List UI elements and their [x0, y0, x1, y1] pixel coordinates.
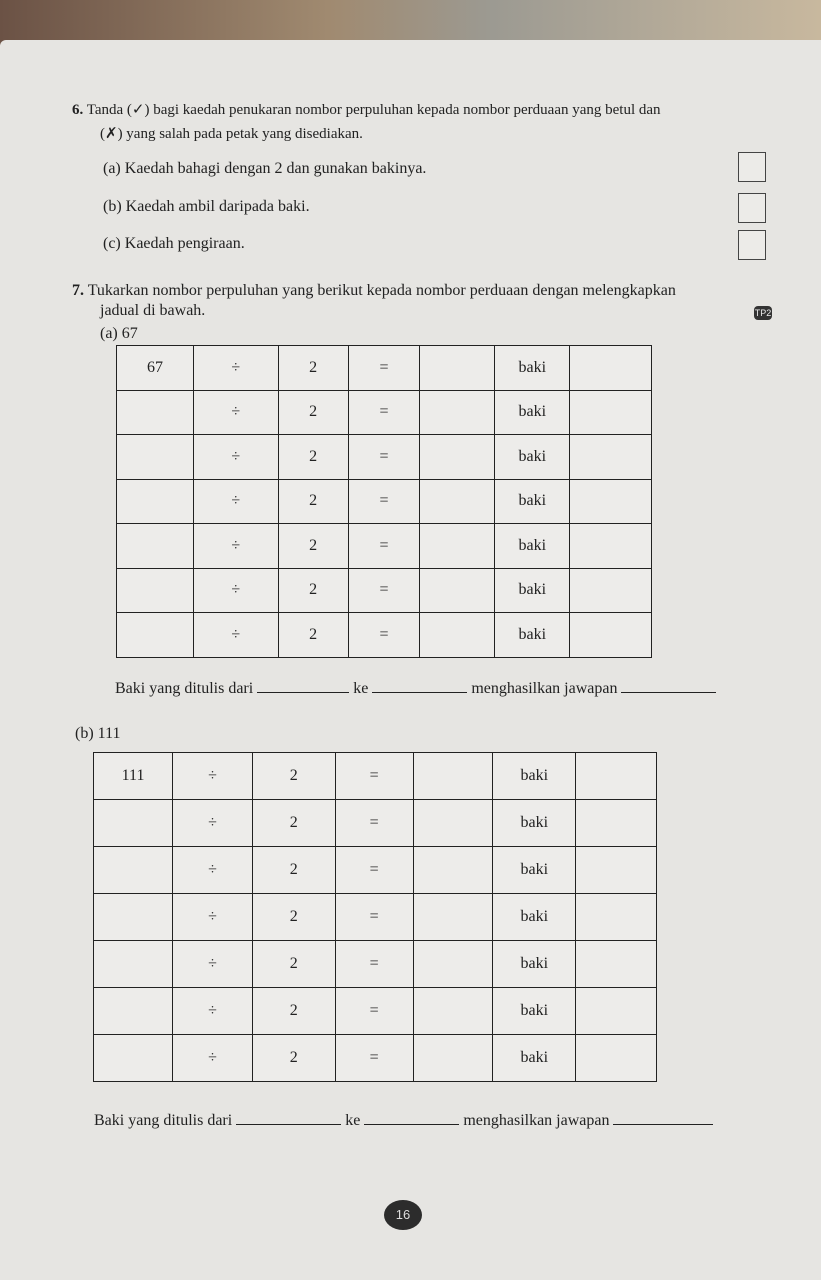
- table-row: [117, 568, 652, 613]
- remainder-label: baki: [495, 346, 570, 391]
- divisor: 2: [252, 894, 335, 941]
- remainder-cell[interactable]: [570, 568, 652, 613]
- table-row: [117, 524, 652, 569]
- quotient-cell[interactable]: [94, 800, 173, 847]
- q7-line1: [72, 282, 676, 300]
- q6-option-b: (b) Kaedah ambil daripada baki.: [103, 198, 310, 215]
- divisor: 2: [252, 941, 335, 988]
- result-cell[interactable]: [413, 800, 493, 847]
- start-number: 67: [117, 346, 194, 391]
- result-cell[interactable]: [420, 479, 495, 524]
- divide-sign: ÷: [173, 988, 253, 1035]
- table-row: [117, 613, 652, 658]
- tp-badge: TP2: [754, 308, 772, 318]
- quotient-cell[interactable]: [117, 568, 194, 613]
- remainder-label: baki: [495, 613, 570, 658]
- table-row: [94, 988, 657, 1035]
- remainder-cell[interactable]: [570, 613, 652, 658]
- divisor: 2: [252, 753, 335, 800]
- equals-sign: =: [335, 941, 413, 988]
- remainder-cell[interactable]: [570, 435, 652, 480]
- remainder-cell[interactable]: [576, 941, 657, 988]
- remainder-cell[interactable]: [576, 894, 657, 941]
- q6-line1: [72, 100, 661, 119]
- divisor: 2: [278, 435, 348, 480]
- remainder-label: baki: [495, 435, 570, 480]
- equals-sign: =: [335, 847, 413, 894]
- equals-sign: =: [348, 390, 420, 435]
- equals-sign: =: [335, 894, 413, 941]
- part-b-label: (b) 111: [75, 725, 121, 742]
- remainder-label: baki: [493, 847, 576, 894]
- remainder-cell[interactable]: [570, 524, 652, 569]
- remainder-label: baki: [493, 753, 576, 800]
- quotient-cell[interactable]: [94, 941, 173, 988]
- equals-sign: =: [348, 479, 420, 524]
- table-row: [117, 346, 652, 391]
- table-row: [94, 800, 657, 847]
- divide-sign: ÷: [173, 941, 253, 988]
- equals-sign: =: [348, 435, 420, 480]
- remainder-label: baki: [493, 988, 576, 1035]
- equals-sign: =: [348, 524, 420, 569]
- quotient-cell[interactable]: [117, 524, 194, 569]
- remainder-cell[interactable]: [576, 988, 657, 1035]
- result-cell[interactable]: [413, 847, 493, 894]
- result-cell[interactable]: [420, 613, 495, 658]
- blank-to[interactable]: [364, 1124, 459, 1125]
- quotient-cell[interactable]: [117, 613, 194, 658]
- answer-box-a[interactable]: [738, 152, 766, 182]
- equals-sign: =: [348, 568, 420, 613]
- sentence-text: ke: [345, 1112, 361, 1129]
- start-number: 111: [94, 753, 173, 800]
- remainder-cell[interactable]: [576, 753, 657, 800]
- sentence-a: [115, 680, 720, 698]
- quotient-cell[interactable]: [117, 435, 194, 480]
- equals-sign: =: [335, 753, 413, 800]
- blank-answer[interactable]: [621, 692, 716, 693]
- divisor: 2: [278, 479, 348, 524]
- q6-text: Tanda (✓) bagi kaedah penukaran nombor perpuluhan kepada nombor perduaan yang betul dan: [86, 102, 661, 118]
- result-cell[interactable]: [413, 988, 493, 1035]
- remainder-label: baki: [493, 941, 576, 988]
- divide-sign: ÷: [193, 435, 278, 480]
- result-cell[interactable]: [413, 894, 493, 941]
- answer-box-c[interactable]: [738, 230, 766, 260]
- q6-option-c: (c) Kaedah pengiraan.: [103, 235, 245, 252]
- divide-sign: ÷: [193, 613, 278, 658]
- remainder-label: baki: [493, 894, 576, 941]
- divide-sign: ÷: [173, 847, 253, 894]
- divide-sign: ÷: [193, 390, 278, 435]
- remainder-cell[interactable]: [570, 346, 652, 391]
- remainder-label: baki: [495, 524, 570, 569]
- result-cell[interactable]: [413, 1035, 493, 1082]
- table-row: [94, 753, 657, 800]
- quotient-cell[interactable]: [94, 894, 173, 941]
- divisor: 2: [278, 346, 348, 391]
- divisor: 2: [278, 390, 348, 435]
- table-row: [94, 847, 657, 894]
- divisor: 2: [252, 800, 335, 847]
- divide-sign: ÷: [173, 800, 253, 847]
- quotient-cell[interactable]: [94, 847, 173, 894]
- page-number: 16: [384, 1200, 422, 1230]
- divisor: 2: [252, 988, 335, 1035]
- blank-from[interactable]: [257, 692, 349, 693]
- result-cell[interactable]: [420, 390, 495, 435]
- result-cell[interactable]: [420, 524, 495, 569]
- remainder-cell[interactable]: [570, 390, 652, 435]
- table-row: [94, 894, 657, 941]
- remainder-label: baki: [493, 1035, 576, 1082]
- table-row: [94, 941, 657, 988]
- result-cell[interactable]: [420, 435, 495, 480]
- blank-answer[interactable]: [613, 1124, 713, 1125]
- q7-line2: jadual di bawah.: [100, 302, 206, 319]
- blank-to[interactable]: [372, 692, 467, 693]
- divisor: 2: [278, 613, 348, 658]
- equals-sign: =: [335, 1035, 413, 1082]
- quotient-cell[interactable]: [94, 1035, 173, 1082]
- q7-text: Tukarkan nombor perpuluhan yang berikut kepada nombor perduaan dengan melengkapkan: [87, 282, 676, 299]
- part-a-label: (a) 67: [100, 325, 138, 342]
- quotient-cell[interactable]: [94, 988, 173, 1035]
- sentence-text: menghasilkan jawapan: [471, 680, 618, 697]
- result-cell[interactable]: [413, 941, 493, 988]
- result-cell[interactable]: [420, 346, 495, 391]
- divide-sign: ÷: [173, 894, 253, 941]
- remainder-cell[interactable]: [576, 847, 657, 894]
- divide-sign: ÷: [173, 753, 253, 800]
- table-row: [94, 1035, 657, 1082]
- remainder-cell[interactable]: [576, 1035, 657, 1082]
- answer-box-b[interactable]: [738, 193, 766, 223]
- q6-number: 6.: [72, 102, 84, 118]
- table-row: [117, 390, 652, 435]
- divisor: 2: [278, 524, 348, 569]
- result-cell[interactable]: [413, 753, 493, 800]
- divide-sign: ÷: [193, 479, 278, 524]
- quotient-cell[interactable]: [117, 390, 194, 435]
- equals-sign: =: [335, 800, 413, 847]
- divide-sign: ÷: [193, 568, 278, 613]
- sentence-text: menghasilkan jawapan: [463, 1112, 610, 1129]
- textbook-page: [0, 40, 821, 1280]
- divide-sign: ÷: [193, 346, 278, 391]
- result-cell[interactable]: [420, 568, 495, 613]
- division-table-a: [116, 345, 652, 658]
- remainder-cell[interactable]: [570, 479, 652, 524]
- q7-number: 7.: [72, 282, 84, 299]
- divisor: 2: [278, 568, 348, 613]
- blank-from[interactable]: [236, 1124, 341, 1125]
- sentence-text: Baki yang ditulis dari: [115, 680, 254, 697]
- table-row: [117, 479, 652, 524]
- q6-line2: (✗) yang salah pada petak yang disediakan.: [100, 126, 363, 142]
- divisor: 2: [252, 1035, 335, 1082]
- divisor: 2: [252, 847, 335, 894]
- sentence-text: Baki yang ditulis dari: [94, 1112, 233, 1129]
- sentence-text: ke: [353, 680, 369, 697]
- equals-sign: =: [348, 346, 420, 391]
- remainder-cell[interactable]: [576, 800, 657, 847]
- table-row: [117, 435, 652, 480]
- quotient-cell[interactable]: [117, 479, 194, 524]
- equals-sign: =: [335, 988, 413, 1035]
- divide-sign: ÷: [173, 1035, 253, 1082]
- divide-sign: ÷: [193, 524, 278, 569]
- sentence-b: [94, 1112, 717, 1130]
- remainder-label: baki: [495, 390, 570, 435]
- division-table-b: [93, 752, 657, 1082]
- remainder-label: baki: [495, 479, 570, 524]
- equals-sign: =: [348, 613, 420, 658]
- remainder-label: baki: [495, 568, 570, 613]
- q6-option-a: (a) Kaedah bahagi dengan 2 dan gunakan bakinya.: [103, 160, 427, 177]
- remainder-label: baki: [493, 800, 576, 847]
